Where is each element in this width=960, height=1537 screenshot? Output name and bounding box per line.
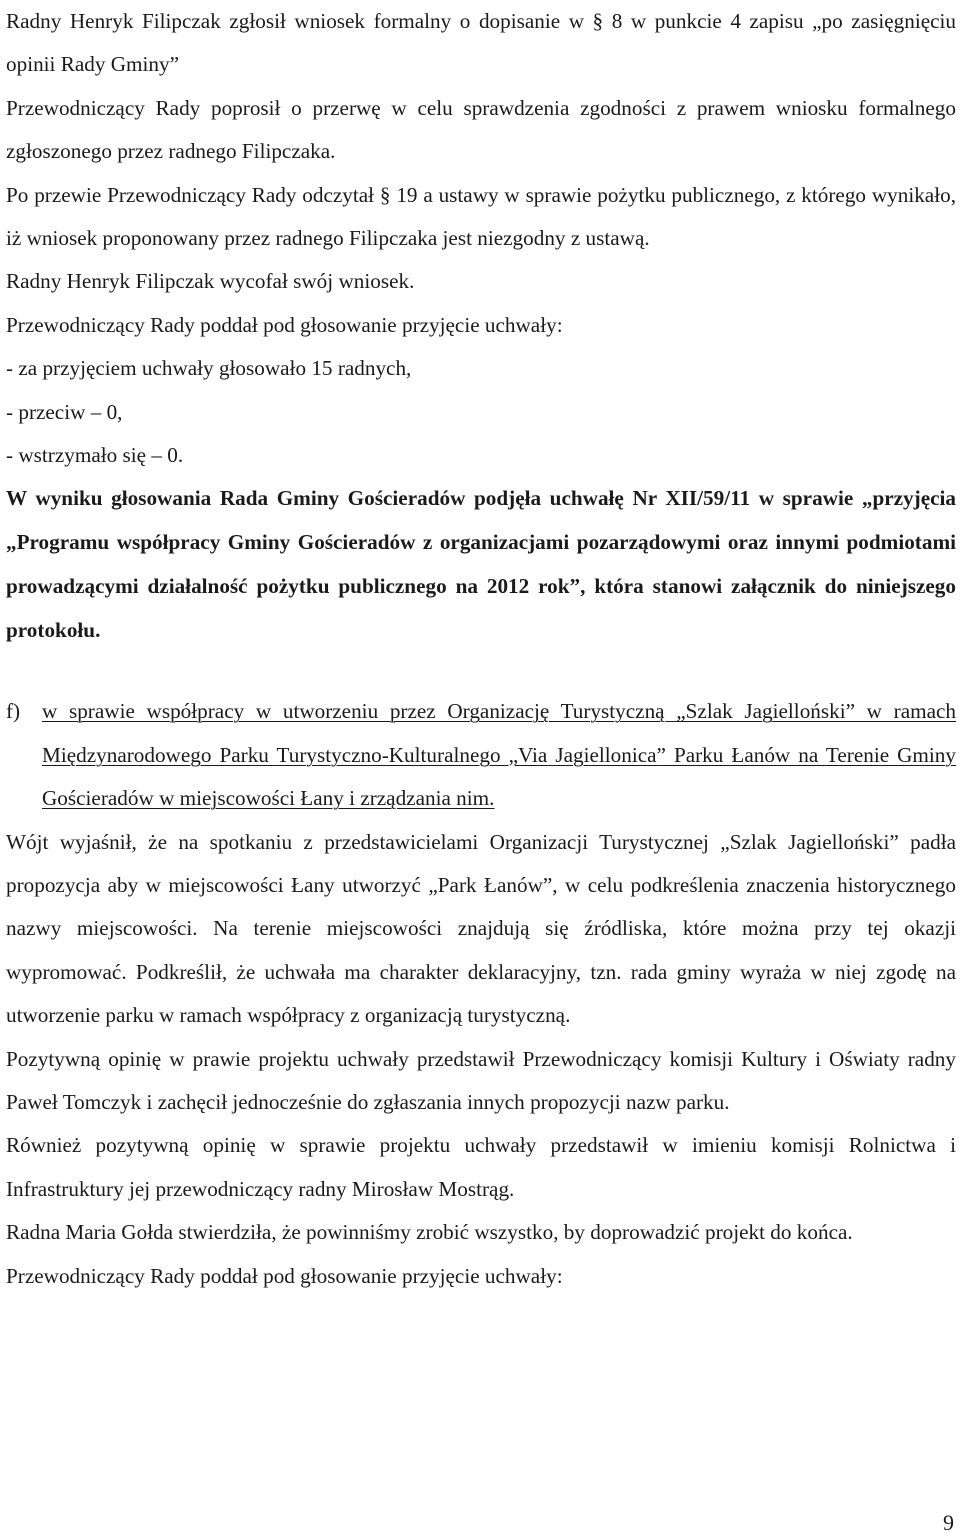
vote-intro-paragraph-2: Przewodniczący Rady poddał pod głosowanie przyjęcie uchwały: [6,1263,563,1288]
vote-intro-paragraph: Przewodniczący Rady poddał pod głosowanie przyjęcie uchwały: [6,312,563,337]
agenda-item-marker: f) [6,699,21,724]
agenda-item-title: w sprawie współpracy w utworzeniu przez Organizację Turystyczną „Szlak Jagielloński” w ramach Międzynarodowego Parku Turystyczno-Kulturalnego „Via Jagiellonica” Parku Łanów na Terenie Gminy Gościeradów w miejscowości Łany i zrządzania nim. [42,699,956,811]
vote-for-line: - za przyjęciem uchwały głosowało 15 radnych, [6,356,412,381]
vote-against-line: - przeciw – 0, [6,399,123,424]
mayor-explanation-paragraph: Wójt wyjaśnił, że na spotkaniu z przedstawicielami Organizacji Turystycznej „Szlak Jagielloński” padła propozycja aby w miejscowości Łany utworzyć „Park Łanów”, w celu podkreślenia znaczenia historycznego nazwy miejscowości. Na terenie miejscowości znajdują się źródliska, które można przy tej okazji wypromować. Podkreślił, że uchwała ma charakter deklaracyjny, tzn. rada gminy wyraża w niej zgodę na utworzenie parku w ramach współpracy z organizacją turystyczną. [6,829,956,1028]
page-number: 9 [943,1510,954,1535]
recess-paragraph: Przewodniczący Rady poprosił o przerwę w celu sprawdzenia zgodności z prawem wniosku formalnego zgłoszonego przez radnego Filipczaka. [6,95,956,164]
withdrawal-paragraph: Radny Henryk Filipczak wycofał swój wniosek. [6,269,415,294]
motion-paragraph: Radny Henryk Filipczak zgłosił wniosek formalny o dopisanie w § 8 w punkcie 4 zapisu „po zasięgnięciu opinii Rady Gminy” [6,9,956,77]
vote-abstain-line: - wstrzymało się – 0. [6,443,184,468]
statute-paragraph: Po przewie Przewodniczący Rady odczytał § 19 a ustawy w sprawie pożytku publicznego, z którego wynikało, iż wniosek proponowany przez radnego Filipczaka jest niezgodny z ustawą. [6,182,956,251]
section-spacer [6,652,956,690]
agriculture-committee-opinion-paragraph: Również pozytywną opinię w sprawie projektu uchwały przedstawił w imieniu komisji Rolnictwa i Infrastruktury jej przewodniczący radny Mirosław Mostrąg. [6,1133,956,1201]
culture-committee-opinion-paragraph: Pozytywną opinię w prawie projektu uchwały przedstawił Przewodniczący komisji Kultury i Oświaty radny Paweł Tomczyk i zachęcił jednocześnie do zgłaszania innych propozycji nazw parku. [6,1046,956,1114]
councillor-statement-paragraph: Radna Maria Gołda stwierdziła, że powinniśmy zrobić wszystko, by doprowadzić projekt do końca. [6,1220,853,1245]
document-body [6,0,956,1298]
resolution-paragraph: W wyniku głosowania Rada Gminy Gościeradów podjęła uchwałę Nr XII/59/11 w sprawie „przyjęcia „Programu współpracy Gminy Gościeradów z organizacjami pozarządowymi oraz innymi podmiotami prowadzącymi działalność pożytku publicznego na 2012 rok”, która stanowi załącznik do niniejszego protokołu. [6,486,956,642]
agenda-item-f [6,690,956,820]
